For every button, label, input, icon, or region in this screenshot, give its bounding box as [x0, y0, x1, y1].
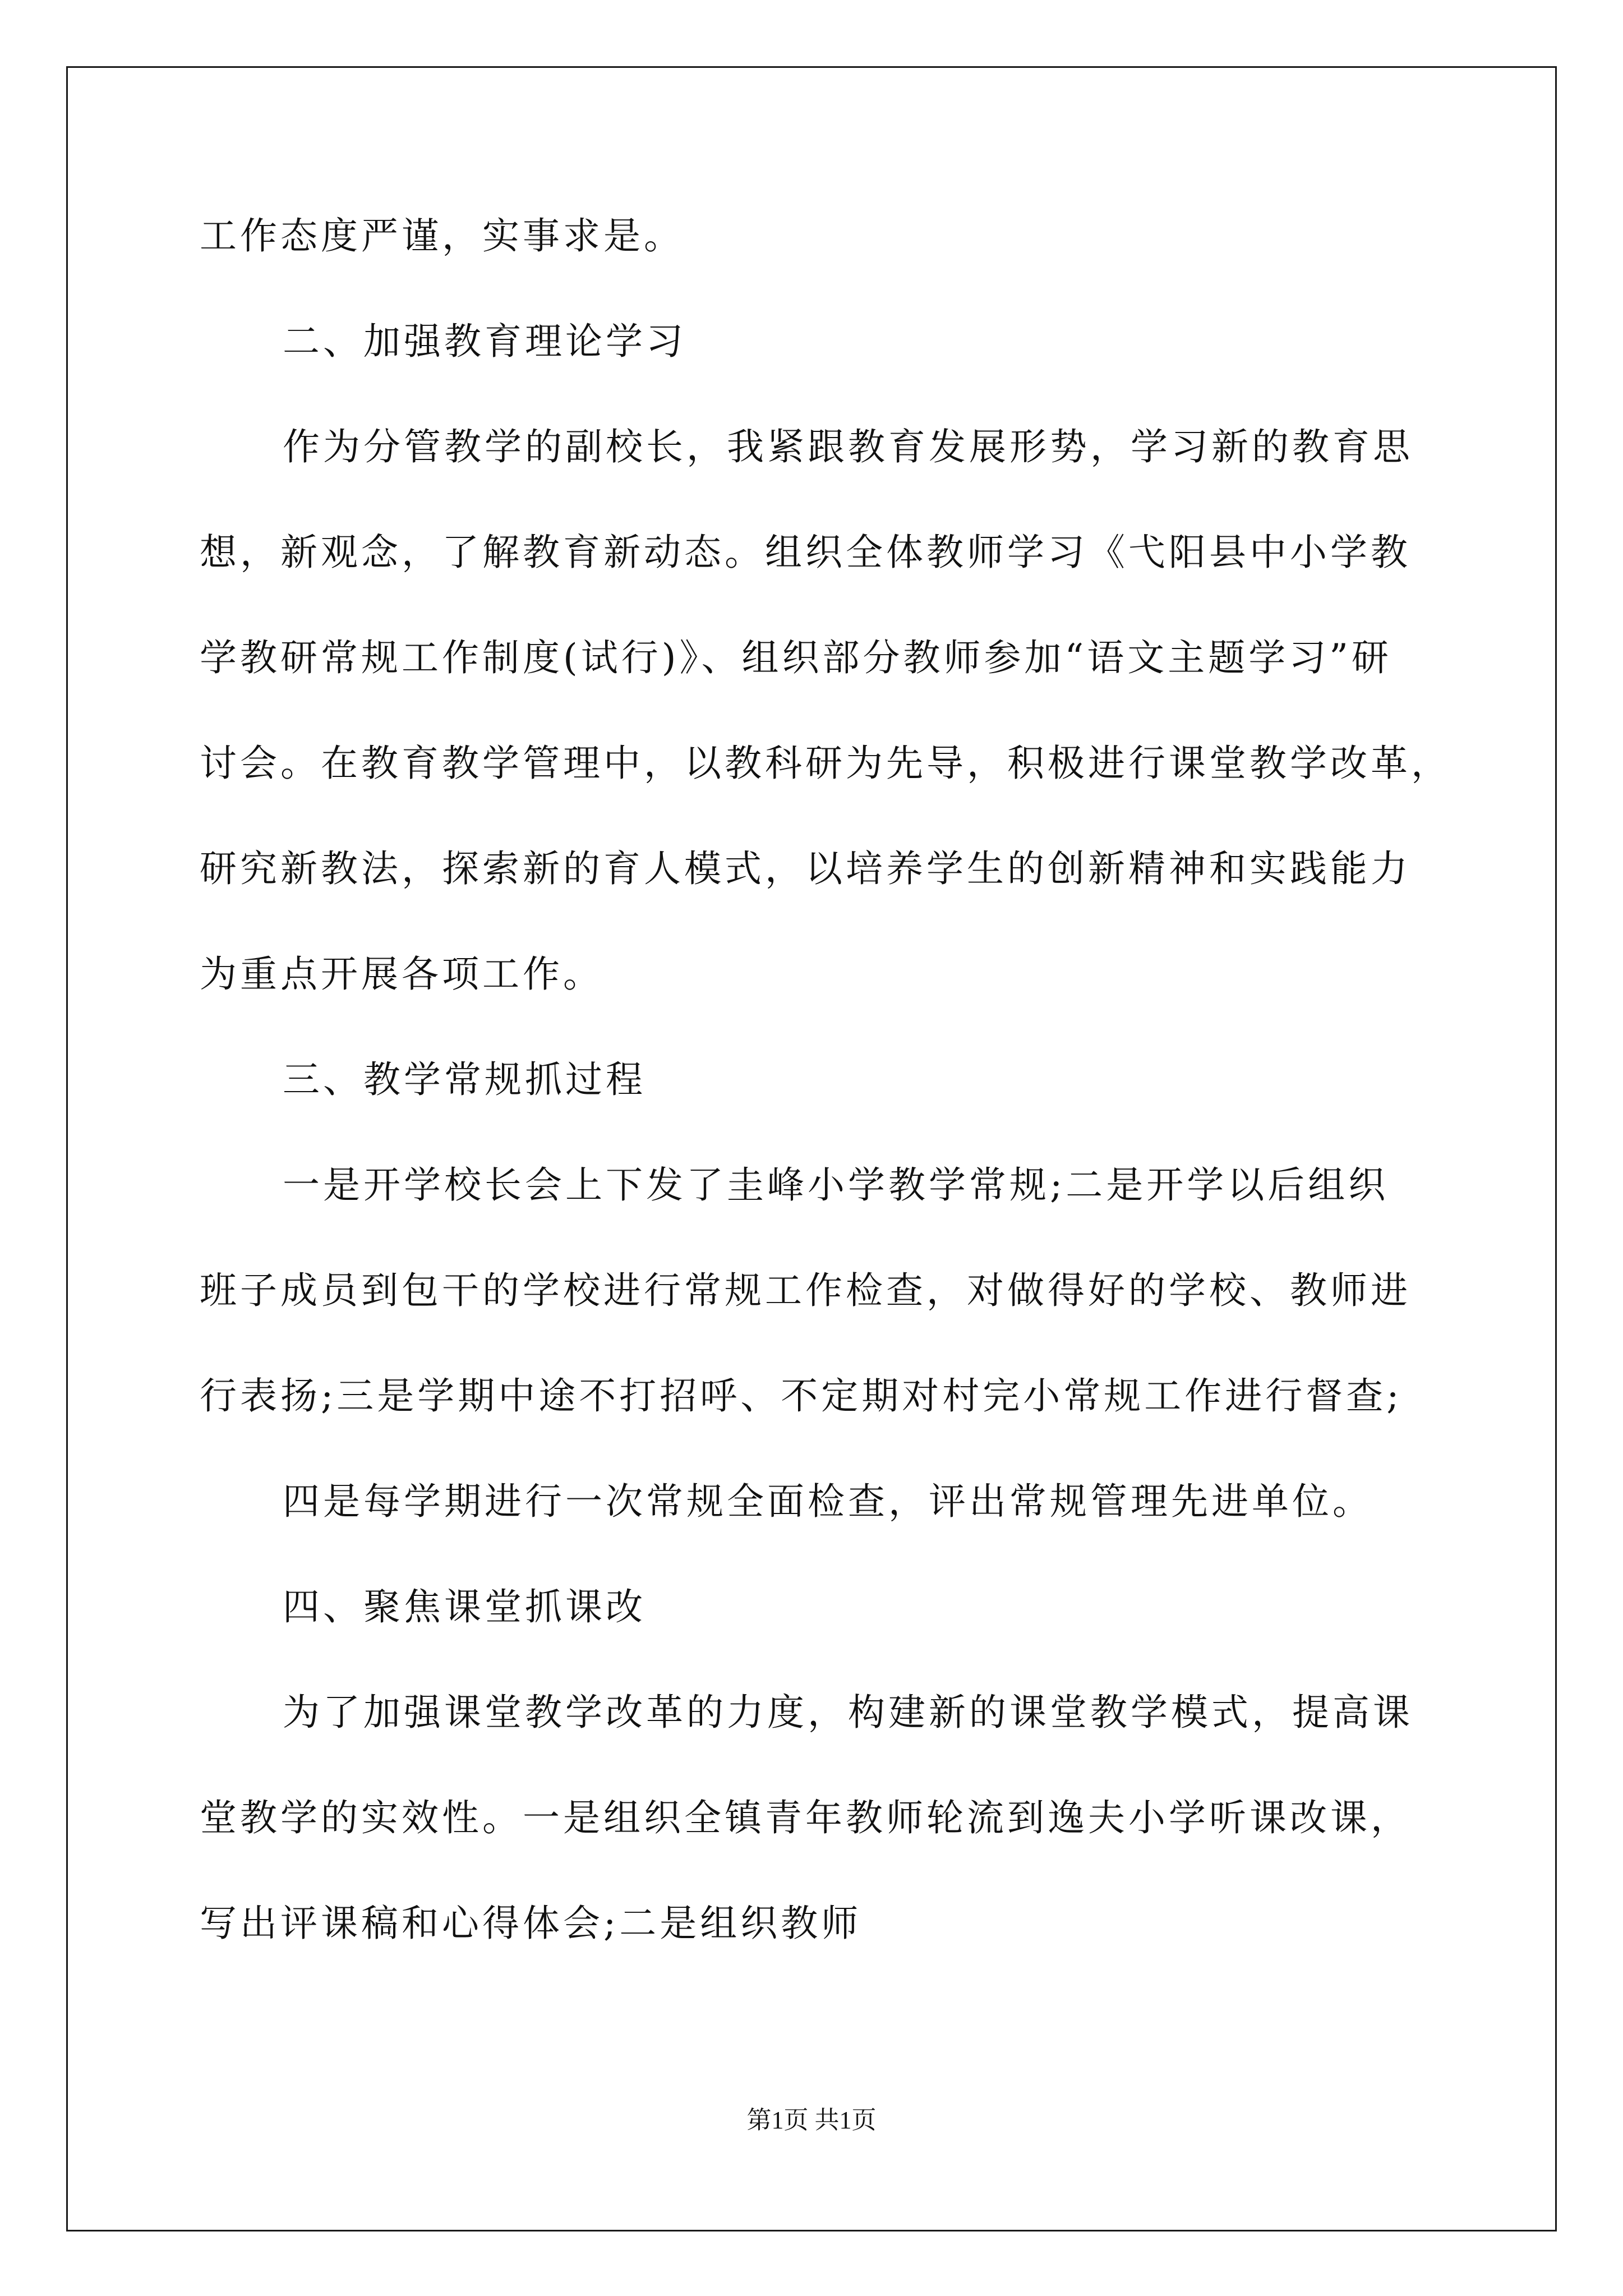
text-line: 四是每学期进行一次常规全面检查，评出常规管理先进单位。 [283, 1480, 1373, 1523]
text-line: 行表扬;三是学期中途不打招呼、不定期对村完小常规工作进行督查; [200, 1374, 1403, 1418]
page-footer: 第1页 共1页 [746, 2106, 877, 2134]
text-line: 为了加强课堂教学改革的力度，构建新的课堂教学模式，提高课 [283, 1691, 1413, 1734]
text-line: 想，新观念，了解教育新动态。组织全体教师学习《弋阳县中小学教 [200, 531, 1411, 574]
text-line: 班子成员到包干的学校进行常规工作检查，对做得好的学校、教师进 [200, 1269, 1411, 1312]
text-line: 一是开学校长会上下发了圭峰小学教学常规;二是开学以后组织 [283, 1163, 1389, 1207]
text-line: 作为分管教学的副校长，我紧跟教育发展形势，学习新的教育思 [283, 425, 1413, 468]
text-line: 讨会。在教育教学管理中，以教科研为先导，积极进行课堂教学改革， [200, 742, 1451, 785]
text-line: 写出评课稿和心得体会;二是组织教师 [200, 1902, 862, 1945]
text-line: 学教研常规工作制度(试行)》、组织部分教师参加“语文主题学习”研 [200, 636, 1392, 679]
section-heading: 二、加强教育理论学习 [283, 320, 686, 363]
text-line: 研究新教法，探索新的育人模式，以培养学生的创新精神和实践能力 [200, 847, 1411, 890]
text-line: 堂教学的实效性。一是组织全镇青年教师轮流到逸夫小学听课改课， [200, 1796, 1411, 1839]
section-heading: 三、教学常规抓过程 [283, 1058, 646, 1101]
section-heading: 四、聚焦课堂抓课改 [283, 1585, 646, 1628]
text-line: 工作态度严谨，实事求是。 [200, 214, 684, 257]
text-line: 为重点开展各项工作。 [200, 953, 603, 996]
